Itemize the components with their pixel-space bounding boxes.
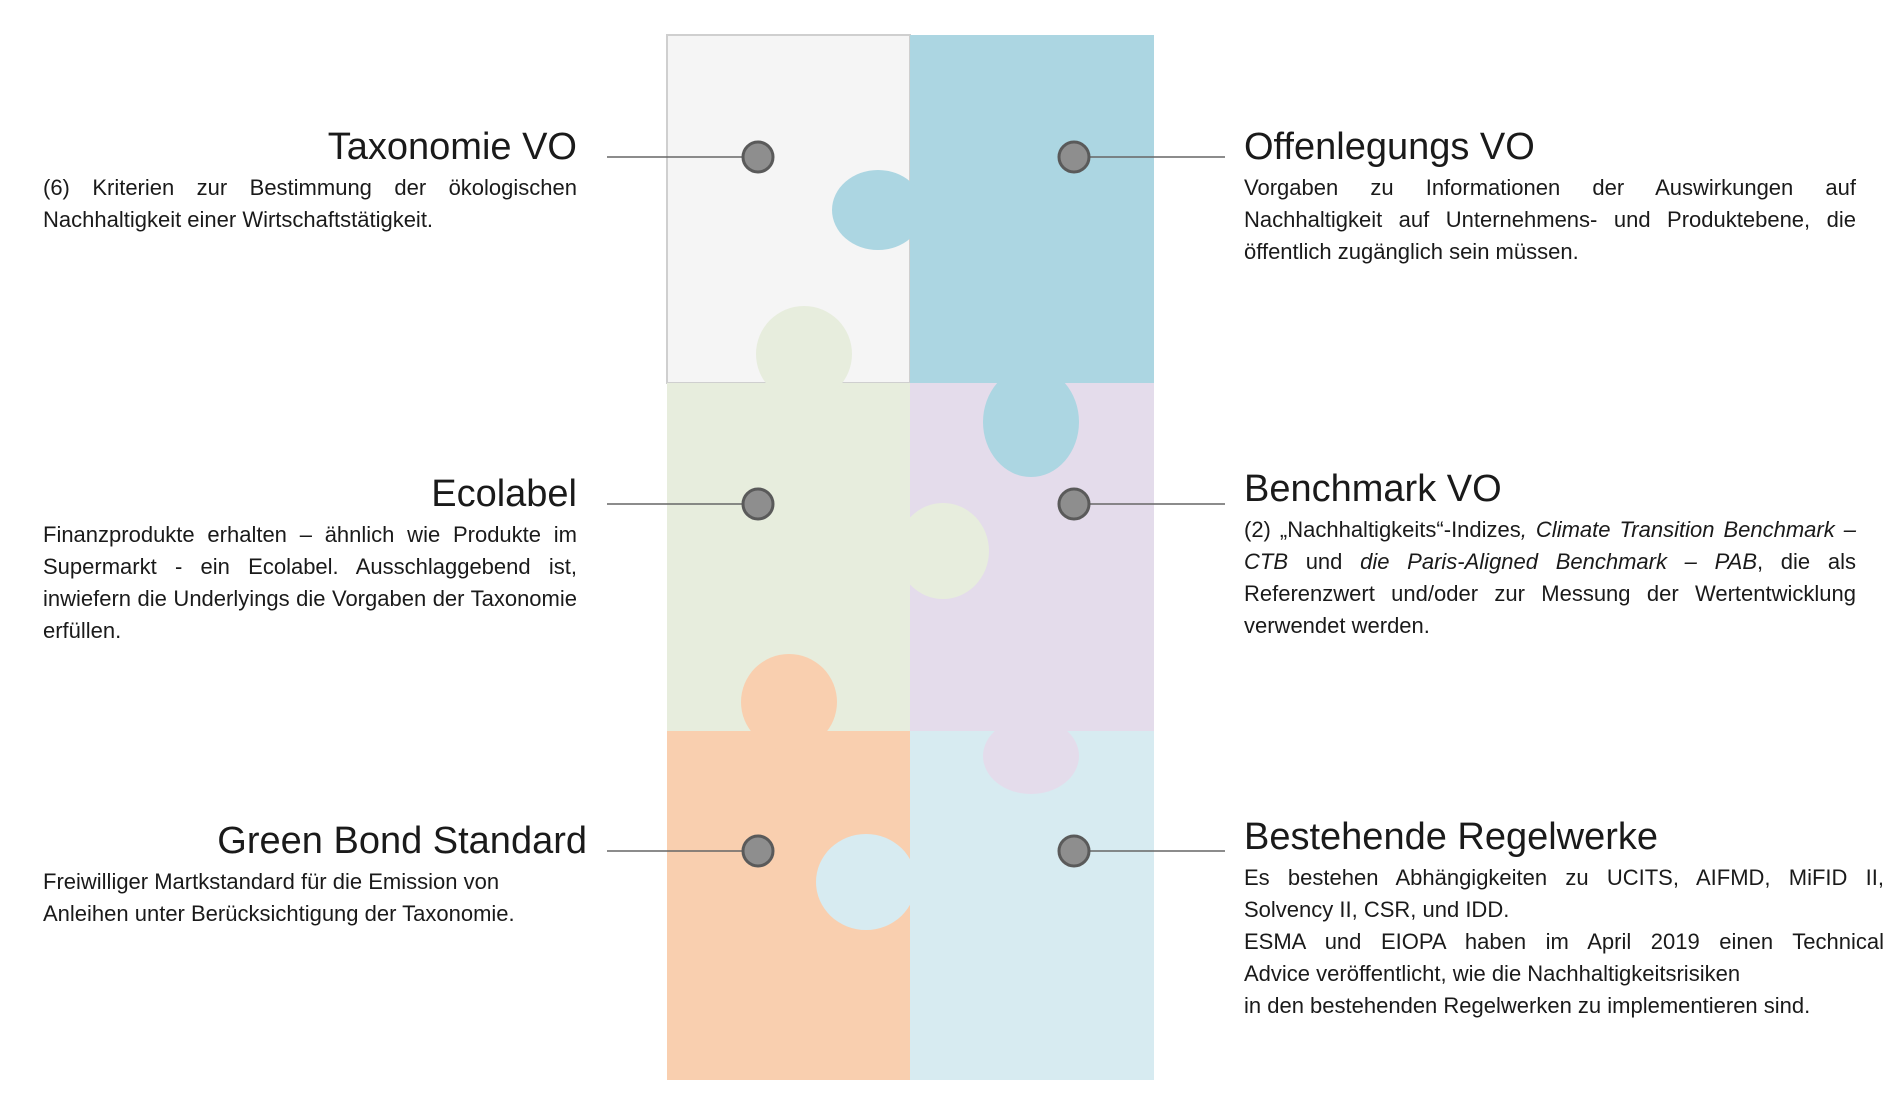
benchmark-desc-suffix: , die als Referenzwert und/oder zur Messung der Wertentwicklung verwendet werden.: [1244, 549, 1856, 638]
taxonomie-description: (6) Kriterien zur Bestimmung der ökologischen Nachhaltigkeit einer Wirtschaftstätigkeit.: [43, 175, 577, 232]
offenlegung-description: Vorgaben zu Informationen der Auswirkungen auf Nachhaltigkeit auf Unternehmens- und Produktebene, die öffentlich zugänglich sein müssen.: [1244, 175, 1856, 264]
puzzle-tab-green-bond: [741, 654, 837, 750]
green-bond-block: [43, 818, 587, 930]
benchmark-desc-comma: ,: [1520, 517, 1527, 542]
regelwerke-description-p2: [1244, 926, 1884, 1022]
puzzle-tab-offenlegung-down: [983, 367, 1079, 477]
regelwerke-desc-line-3: in den bestehenden Regelwerken zu implementieren sind.: [1244, 993, 1811, 1018]
regelwerke-desc-line-2: Advice veröffentlicht, wie die Nachhaltigkeitsrisiken: [1244, 961, 1741, 986]
regelwerke-block: [1244, 814, 1884, 1022]
offenlegung-title: Offenlegungs VO: [1244, 126, 1535, 168]
offenlegung-block: [1244, 124, 1856, 268]
green-bond-desc-line-2: Anleihen unter Berücksichtigung der Taxonomie.: [43, 901, 515, 926]
regelwerke-description-p1: Es bestehen Abhängigkeiten zu UCITS, AIFMD, MiFID II, Solvency II, CSR, und IDD.: [1244, 865, 1884, 922]
connector-dot-ecolabel: [743, 489, 773, 519]
puzzle-piece-offenlegung: [910, 35, 1154, 383]
benchmark-description: [1244, 514, 1856, 642]
regelwerke-desc-line-1: ESMA und EIOPA haben im April 2019 einen Technical: [1244, 929, 1884, 954]
benchmark-block: [1244, 466, 1856, 642]
ecolabel-description: Finanzprodukte erhalten – ähnlich wie Produkte im Supermarkt - ein Ecolabel. Ausschlaggebend ist, inwiefern die Underlyings die Vorgaben der Taxonomie erfüllen.: [43, 522, 577, 643]
ecolabel-block: [43, 471, 577, 647]
green-bond-desc-line-1: Freiwilliger Martkstandard für die Emission von: [43, 869, 500, 894]
puzzle-tab-benchmark: [983, 718, 1079, 794]
benchmark-desc-prefix: (2) „Nachhaltigkeits“-Indizes: [1244, 517, 1521, 542]
green-bond-title: Green Bond Standard: [217, 820, 587, 862]
connector-dot-regelwerke: [1059, 836, 1089, 866]
puzzle-tab-offenlegung: [832, 170, 924, 250]
connector-dot-taxonomie: [743, 142, 773, 172]
connector-dot-benchmark: [1059, 489, 1089, 519]
taxonomie-block: [43, 124, 577, 236]
puzzle-tab-ecolabel: [756, 306, 852, 402]
taxonomie-title: Taxonomie VO: [327, 126, 577, 168]
regelwerke-title: Bestehende Regelwerke: [1244, 816, 1659, 858]
benchmark-title: Benchmark VO: [1244, 468, 1502, 510]
puzzle-tab-ecolabel-right: [897, 503, 989, 599]
benchmark-desc-ctb: Climate Transition Benchmark – CTB: [1244, 517, 1856, 574]
green-bond-description: [43, 866, 587, 930]
puzzle-tab-regelwerke: [816, 834, 916, 930]
connector-dot-green-bond: [743, 836, 773, 866]
ecolabel-title: Ecolabel: [431, 473, 577, 515]
benchmark-desc-pab: die Paris-Aligned Benchmark – PAB: [1360, 549, 1757, 574]
benchmark-desc-und: und: [1288, 549, 1361, 574]
connector-dot-offenlegung: [1059, 142, 1089, 172]
